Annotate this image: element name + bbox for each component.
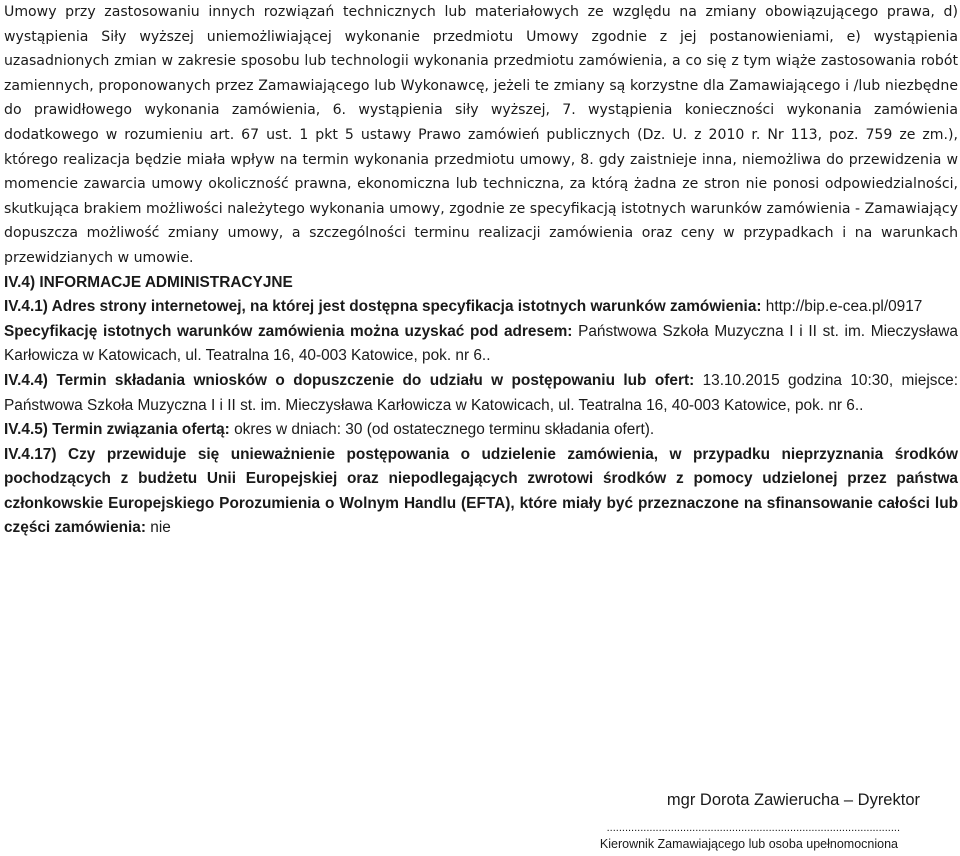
item-iv-4-5 [4, 418, 958, 443]
item-iv-4-17-value: nie [146, 519, 171, 537]
item-iv-4-1-value: http://bip.e-cea.pl/0917 [761, 298, 923, 316]
document-body [4, 0, 958, 541]
item-spec-address [4, 320, 958, 369]
item-iv-4-5-label: IV.4.5) Termin związania ofertą: [4, 421, 230, 439]
item-iv-4-4-label: IV.4.4) Termin składania wniosków o dopuszczenie do udziału w postępowaniu lub ofert: [4, 371, 695, 389]
item-spec-address-label: Specyfikację istotnych warunków zamówienia można uzyskać pod adresem: [4, 322, 573, 340]
paragraph-contract-changes: Umowy przy zastosowaniu innych rozwiązań technicznych lub materiałowych ze względu na zmiany obowiązującego prawa, d) wystąpienia Siły wyższej uniemożliwiającej wykonanie przedmiotu Umowy zgodnie z jej postanowieniami, e) wystąpienia uzasadnionych zmian w zakresie sposobu lub technologii wykonania przedmiotu zamówienia, a co się z tym wiąże zastosowania robót zamiennych, proponowanych przez Zamawiającego lub Wykonawcę, jeżeli te zmiany są korzystne dla Zamawiającego i /lub niezbędne do prawidłowego wykonania zamówienia, 6. wystąpienia siły wyższej, 7. wystąpienia konieczności wykonania zamówienia dodatkowego w rozumieniu art. 67 ust. 1 pkt 5 ustawy Prawo zamówień publicznych (Dz. U. z 2010 r. Nr 113, poz. 759 ze zm.), którego realizacja będzie miała wpływ na termin wykonania przedmiotu umowy, 8. gdy zaistnieje inna, niemożliwa do przewidzenia w momencie zawarcia umowy okoliczność prawna, ekonomiczna lub techniczna, za którą żadna ze stron nie ponosi odpowiedzialności, skutkująca brakiem możliwości należytego wykonania umowy, zgodnie ze specyfikacją istotnych warunków zamówienia - Zamawiający dopuszcza możliwość zmiany umowy, a szczególności terminu realizacji zamówienia oraz ceny w przypadkach i na warunkach przewidzianych w umowie. [4, 4, 958, 266]
item-iv-4-1-label: IV.4.1) Adres strony internetowej, na której jest dostępna specyfikacja istotnych warunków zamówienia: [4, 298, 762, 316]
item-iv-4-1 [4, 295, 958, 320]
signature-name: mgr Dorota Zawierucha – Dyrektor [666, 791, 920, 809]
item-iv-4-4-value: 13.10.2015 godzina 10:30, miejsce: Państwowa Szkoła Muzyczna I i II st. im. Mieczysława Karłowicza w Katowicach, ul. Teatralna 16, 40-003 Katowice, pok. nr 6.. [4, 371, 958, 414]
signature-dotted-line: ................................................................................................ [606, 822, 900, 834]
item-iv-4-17 [4, 443, 958, 541]
item-spec-address-value: Państwowa Szkoła Muzyczna I i II st. im. Mieczysława Karłowicza w Katowicach, ul. Teatralna 16, 40-003 Katowice, pok. nr 6.. [4, 322, 958, 365]
item-iv-4-4 [4, 369, 958, 418]
signature-caption: Kierownik Zamawiającego lub osoba upełnomocniona [599, 837, 898, 851]
section-heading: IV.4) INFORMACJE ADMINISTRACYJNE [4, 273, 293, 291]
item-iv-4-5-value: okres w dniach: 30 (od ostatecznego terminu składania ofert). [229, 421, 655, 439]
item-iv-4-17-label: IV.4.17) Czy przewiduje się unieważnienie postępowania o udzielenie zamówienia, w przypadku nieprzyznania środków pochodzących z budżetu Unii Europejskiej oraz niepodlegających zwrotowi środków z pomocy udzielonej przez państwa członkowskie Europejskiego Porozumienia o Wolnym Handlu (EFTA), które miały być przeznaczone na sfinansowanie całości lub części zamówienia: [4, 445, 958, 537]
